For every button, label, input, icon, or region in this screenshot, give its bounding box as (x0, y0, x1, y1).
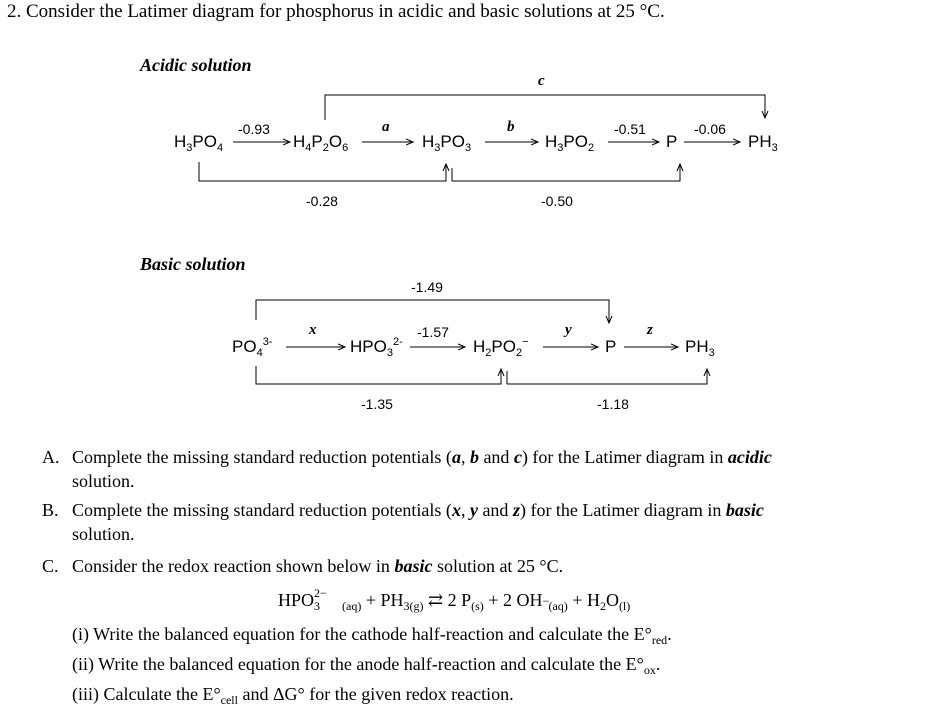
part-a: A. Complete the missing standard reduction potentials (a, b and c) for the Latimer diagram in acidic (42, 447, 772, 467)
basic-var-x: x (309, 322, 317, 338)
basic-pot-2: -1.57 (417, 324, 449, 340)
question-number: 2. (7, 1, 22, 22)
basic-species-po4: $PO_4^{3-}$ (232, 336, 273, 359)
acidic-species-h3po4: $H_3PO_4$ (174, 132, 224, 154)
basic-var-y: y (565, 322, 572, 338)
acidic-pot-5: -0.06 (694, 121, 726, 137)
acidic-var-a: a (382, 119, 390, 135)
basic-species-p: P (605, 337, 617, 356)
sub-question-iii: (iii) Calculate the $E^\circ_{cell}$ and ΔG° for the given redox reaction. (72, 684, 514, 707)
acidic-species-h3po2: $H_3PO_2$ (545, 132, 595, 154)
acidic-pot-bottom-2: -0.50 (541, 193, 573, 209)
acidic-bracket-028 (199, 162, 446, 181)
basic-species-ph3: $PH_3$ (685, 337, 715, 359)
basic-pot-bottom-2: -1.18 (597, 396, 629, 412)
basic-species-h2po2: $H_2PO_2^-$ (473, 336, 529, 359)
part-b-line2: solution. (72, 524, 135, 544)
part-c: C. Consider the redox reaction shown below in basic solution at 25 °C. (42, 556, 564, 576)
basic-bracket-149 (256, 300, 609, 323)
acidic-pot-4: -0.51 (614, 121, 646, 137)
basic-pot-bottom-1: -1.35 (361, 396, 393, 412)
part-a-line2: solution. (72, 471, 135, 491)
acidic-var-b: b (507, 119, 515, 135)
basic-bracket-118 (507, 369, 707, 384)
part-b: B. Complete the missing standard reduction potentials (x, y and z) for the Latimer diagram in basic (42, 500, 764, 520)
basic-pot-top: -1.49 (411, 279, 443, 295)
sub-question-ii: (ii) Write the balanced equation for the anode half-reaction and calculate the $E^\circ_{ox}$. (72, 654, 661, 677)
basic-var-z: z (647, 322, 653, 338)
acidic-var-c: c (538, 73, 545, 89)
acidic-pot-bottom-1: -0.28 (306, 193, 338, 209)
acidic-species-h3po3: $H_3PO_3$ (422, 132, 472, 154)
basic-title: Basic solution (140, 254, 246, 274)
acidic-bracket-c (325, 95, 765, 120)
basic-species-hpo3: $HPO_3^{2-}$ (350, 336, 403, 359)
basic-bracket-135 (256, 366, 501, 384)
question-text: Consider the Latimer diagram for phosphorus in acidic and basic solutions at 25 °C. (26, 1, 665, 22)
acidic-pot-1: -0.93 (238, 121, 270, 137)
acidic-bracket-050 (452, 164, 680, 181)
acidic-species-p: P (666, 132, 678, 151)
acidic-species-h4p2o6: $H_4P_2O_6$ (293, 132, 349, 154)
redox-reaction: HPO 2− 3 $_{(aq)} + PH_{3(g)}$ ⇄ 2 $P_{(s)} + 2$ OH − $_{(aq)} + H_2O_{(l)}$ (278, 586, 631, 613)
acidic-species-ph3: $PH_3$ (748, 132, 778, 154)
acidic-title: Acidic solution (140, 55, 252, 75)
sub-question-i: (i) Write the balanced equation for the cathode half-reaction and calculate the $E^\circ_{red}$. (72, 624, 672, 647)
